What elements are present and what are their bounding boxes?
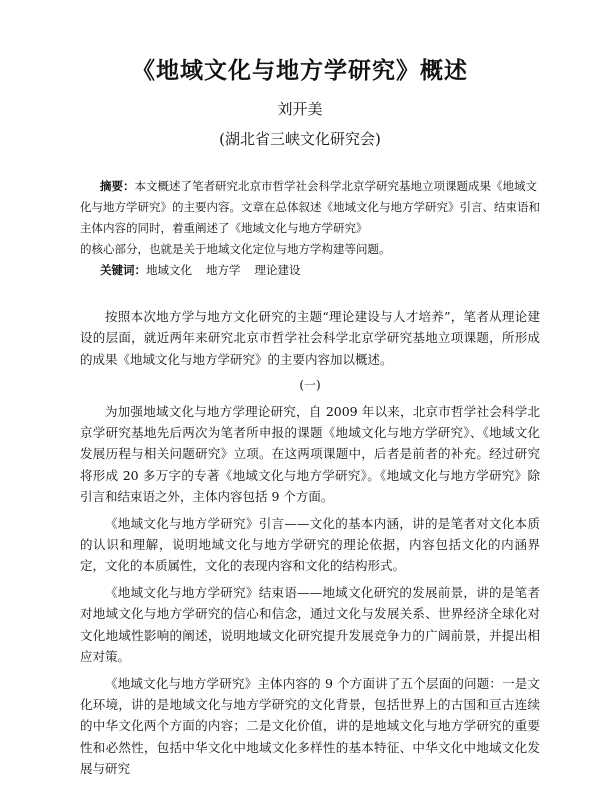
keywords-line <box>80 260 540 281</box>
keyword-item: 地域文化 <box>146 263 192 277</box>
body-paragraph: 《地域文化与地方学研究》引言——文化的基本内涵，讲的是笔者对文化本质的认识和理解，说明地域文化与地方学研究的理论依据，内容包括文化的内涵界定，文化的本质属性，文化的表现内容和文化的结构形式。 <box>80 515 540 574</box>
abstract-text: 本文概述了笔者研究北京市哲学社会科学北京学研究基地立项课题成果《地域文化与地方学研究》的主要内容。文章在总体叙述《地域文化与地方学研究》引言、结束语和主体内容的同时，着重阐述了《地域文化与地方学研究》 <box>80 179 540 235</box>
body-paragraph: 为加强地域文化与地方学理论研究，自 2009 年以来，北京市哲学社会科学北京学研究基地先后两次为笔者所申报的课题《地域文化与地方学研究》、《地域文化发展历程与相关问题研究》立项。在这两项课题中，后者是前者的补充。经过研究将形成 20 多万字的专著《地域文化与地方学研究》。《地域文化与地方学研究》除引言和结束语之外，主体内容包括 9 个方面。 <box>80 403 540 505</box>
author-name: 刘开美 <box>277 100 323 118</box>
abstract-paragraph-continued <box>80 239 540 260</box>
section-marker: (一) <box>299 378 321 393</box>
intro-paragraph: 按照本次地方学与地方文化研究的主题“理论建设与人才培养”，笔者从理论建设的层面，就近两年来研究北京市哲学社会科学北京学研究基地立项课题，所形成的成果《地域文化与地方学研究》的主要内容加以概述。 <box>80 309 540 367</box>
abstract-label: 摘要： <box>100 179 135 193</box>
body-paragraph: 《地域文化与地方学研究》主体内容的 9 个方面讲了五个层面的问题：一是文化环境，讲的是地域文化与地方学研究的文化背景，包括世界上的古国和亘古连续的中华文化两个方面的内容；二是文化价值，讲的是地域文化与地方学研究的重要性和必然性，包括中华文化中地域文化多样性的基本特征、中华文化中地域文化发展与研究 <box>80 675 540 777</box>
keywords-label: 关键词： <box>100 263 146 277</box>
document-title: 《地域文化与地方学研究》概述 <box>132 58 468 84</box>
abstract-paragraph <box>80 176 540 239</box>
body-paragraph: 《地域文化与地方学研究》结束语——地域文化研究的发展前景，讲的是笔者对地域文化与地方学研究的信心和信念，通过文化与发展关系、世界经济全球化对文化地域性影响的阐述，说明地域文化研究提升发展竞争力的广阔前景，并提出相应对策。 <box>80 584 540 665</box>
abstract-text-2: 的核心部分，也就是关于地域文化定位与地方学构建等问题。 <box>80 242 391 256</box>
keyword-item: 地方学 <box>206 263 241 277</box>
keyword-item: 理论建设 <box>254 263 301 277</box>
author-affiliation: (湖北省三峡文化研究会) <box>219 130 381 148</box>
abstract-block <box>80 176 540 281</box>
body-text <box>80 306 540 785</box>
